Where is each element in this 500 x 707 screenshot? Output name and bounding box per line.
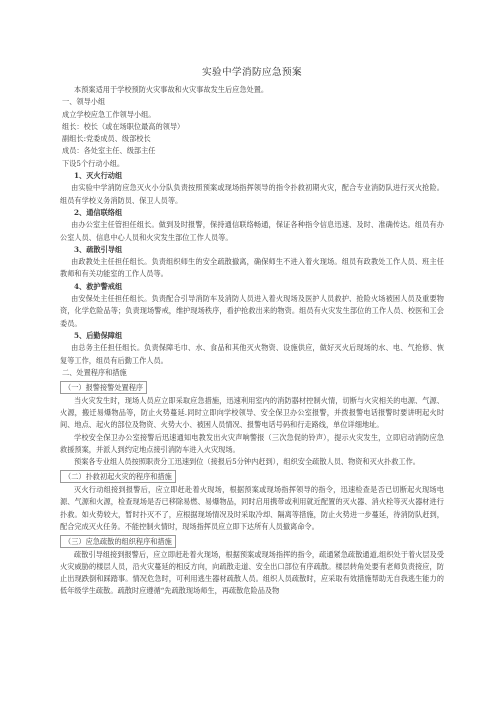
paragraph: 由办公室主任管担任组长。做到及时报警，保持通信联络畅通，保证各种指令信息迅速、及时、准确传达。组员有办公室人员、信息中心人员和火灾发生部位工作人员等。 — [60, 220, 444, 242]
paragraph: 一、领导小组 — [62, 97, 106, 107]
paragraph: 预案各专业组人员按照职责分工迅速到位（接报后5分钟内赶到），组织安全疏散人员、物资和灭火扑救工作。 — [74, 457, 420, 467]
paragraph: 二、处置程序和措施 — [62, 367, 127, 377]
group-heading: 5、后勤保障组 — [74, 330, 123, 340]
paragraph: 成立学校应急工作领导小组。 — [62, 109, 156, 119]
paragraph: 本预案适用于学校预防火灾事故和火灾事故发生后应急处置。 — [74, 85, 269, 94]
paragraph: 副组长:党委成员、级部校长 — [62, 134, 151, 144]
group-heading: 4、救护警戒组 — [74, 281, 123, 291]
subheading-label: （二）扑救初起火灾的程序和措施 — [60, 470, 176, 483]
paragraph: 学校安全保卫办公室接警后迅速通知电教发出火灾声响警报（三次急促的铃声），提示火灾发生，立即启动消防应急救援预案，并派人到约定地点接引消防车进入火灾现场。 — [60, 432, 444, 454]
subheading-label: （一）报警接警处置程序 — [60, 381, 147, 394]
subheading-label: （三）应急疏散的组织程序和措施 — [60, 535, 176, 548]
paragraph: 下设5个行动小组。 — [62, 158, 125, 168]
document-body — [60, 84, 444, 598]
paragraph: 由实验中学消防应急灭火小分队负责按照预案或现场指挥领导的指令扑救初期火灾，配合专业消防队进行灭火抢险。组员有学校义务消防员、保卫人员等。 — [60, 183, 444, 205]
paragraph: 疏散引导组接到报警后，应立即赶赴着火现场，根据预案或现场指挥的指令，疏通紧急疏散通道,组织处于着火层及受火灾威胁的楼层人员，沿火灾蔓延的相反方向，向疏散走道、安全出口部位有序疏散。楼层转角处要有老师负责接应，防止出现跌倒和踩踏事。情况危急时，可利用逃生器材疏散人员。组织人员疏散时，应采取有效措施帮助无自我逃生能力的低年级学生疏散。疏散时应遵循“先疏散现场师生，再疏散危险品及物 — [60, 549, 444, 596]
paragraph: 由总务主任担任组长。负责保障毛巾、水、食品和其他灭火物资、设施供应，做好灭火后现场的水、电、气抢修、恢复等工作，组员有后勤工作人员。 — [60, 343, 444, 365]
document-title: 实验中学消防应急预案 — [202, 67, 302, 78]
section-subheading — [60, 380, 444, 395]
paragraph: 当火灾发生时，现场人员应立即采取应急措施，迅速利用室内的消防器材控制火情，切断与火灾相关的电源、气源、火源，搬迁易爆物品等，防止火势蔓延.同时立即向学校领导、安全保卫办公室报警，并拨报警电话报警时要讲明起火时间、地点、起火的部位及物资、火势大小、被困人员情况、报警电话号码和行走路线，单位详细地址。 — [60, 395, 444, 430]
paragraph: 组长：校长（或在场职位最高的领导） — [62, 121, 185, 131]
group-heading: 1、灭火行动组 — [74, 171, 123, 181]
paragraph: 由安保处主任担任组长。负责配合引导消防车及消防人员进入着火现场及医护人员救护、抢险火场被困人员及重要物资，化学危险品等；负责现场警戒，维护现场秩序，看护抢救出来的物资。组员有火灾发生部位的工作人员、校医和工会委员。 — [60, 294, 444, 328]
section-subheading — [60, 534, 444, 549]
section-subheading — [60, 469, 444, 484]
paragraph: 成员：各处室主任、级部主任 — [62, 146, 156, 156]
paragraph: 由政教处主任担任组长。负责组织师生的安全疏散撤离，确保师生不进入着火现场。组员有政教处工作人员、班主任教师和有关功能室的工作人员等。 — [60, 257, 444, 279]
group-heading: 2、通信联络组 — [74, 207, 123, 217]
group-heading: 3、疏散引导组 — [74, 244, 123, 254]
paragraph: 灭火行动组接到报警后，应立即赶赴着火现场，根据预案或现场指挥领导的指令，迅速检查是否已切断起火现场电源、气源和火源，检查现场是否已移除易燃、易爆物品，同时启用携带或利用就近配置的灭火器、消火栓等灭火器材进行扑救。如火势较大，暂时扑灭不了，应根据现场情况及时采取冷却、隔离等措施，防止火势进一步蔓延，待消防队赶到，配合完成灭火任务。不能控制火情时，现场指挥员应立即下达所有人员撤离命令。 — [60, 484, 444, 531]
